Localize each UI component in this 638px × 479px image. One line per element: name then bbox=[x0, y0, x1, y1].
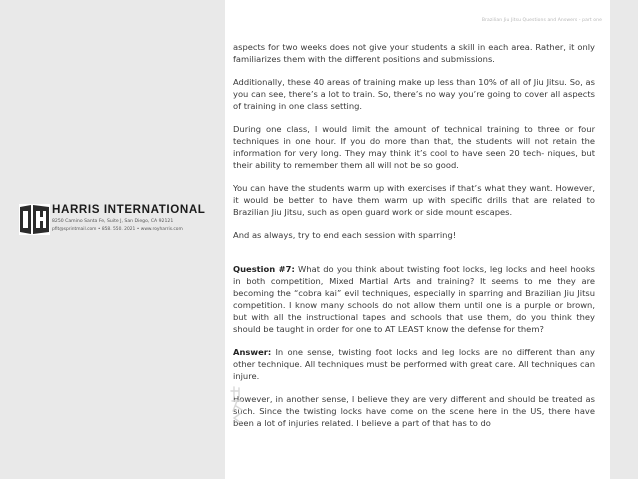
paragraph: aspects for two weeks does not give your students a skill in each area. Rather, it only familiarizes them with the different positions and submissions. bbox=[233, 42, 595, 64]
brand-address: 8250 Camino Santa Fe, Suite J, San Diego, CA 92121 bbox=[52, 219, 174, 224]
article-content bbox=[233, 41, 595, 440]
harris-international-branding bbox=[19, 200, 219, 240]
right-margin-panel bbox=[610, 0, 638, 479]
answer bbox=[233, 346, 595, 382]
watermark-glyph-icon bbox=[228, 385, 248, 425]
question-7 bbox=[233, 263, 595, 335]
answer-text: In one sense, twisting foot locks and leg locks are no different than any other technique. All techniques must be performed with great care. All techniques can injure. bbox=[233, 347, 595, 381]
paragraph: You can have the students warm up with exercises if that’s what they want. However, it would be better to have them warm up with specific drills that are related to Brazilian Jiu Jitsu, such as open guard work or side mount escapes. bbox=[233, 183, 595, 217]
paragraph: Additionally, these 40 areas of training make up less than 10% of all of Jiu Jitsu. So, as you can see, there’s a lot to train. So, there’s no way you’re going to cover all aspects of training in one class setting. bbox=[233, 77, 595, 111]
paragraph: However, in another sense, I believe they are very different and should be treated as such. Since the twisting locks have come on the scene here in the US, there have been a lot of injuries related. I believe a part of that has to do bbox=[233, 394, 595, 428]
harris-logo-icon bbox=[19, 204, 50, 235]
running-header: Brazilian Jiu Jitsu Questions and Answers - part one bbox=[481, 18, 602, 23]
brand-contact: pfit@sprintmail.com • 858. 550. 2021 • www.royharris.com bbox=[52, 227, 183, 232]
paragraph: And as always, try to end each session with sparring! bbox=[233, 230, 457, 240]
text-column bbox=[225, 0, 610, 479]
paragraph: During one class, I would limit the amount of technical training to three or four techniques in one hour. If you do more than that, the students will not retain the information for very long. They may think it’s cool to have seen 20 tech- niques, but their ability to remember them all will not be so good. bbox=[233, 124, 595, 170]
answer-label: Answer: bbox=[233, 347, 272, 357]
question-text: What do you think about twisting foot locks, leg locks and heel hooks in both competition, Mixed Martial Arts and training? It seems to me they are becoming the “cobra kai” evil techniques, especially in sparring and Brazilian Jiu Jitsu competition. I know many schools do not allow them until one is a purple or brown, but with all the instructional tapes and schools that use them, do you think they should be taught in order for one to AT LEAST know the defense for them? bbox=[233, 264, 596, 334]
question-label: Question #7: bbox=[233, 264, 295, 274]
brand-name: HARRIS INTERNATIONAL bbox=[52, 203, 206, 216]
